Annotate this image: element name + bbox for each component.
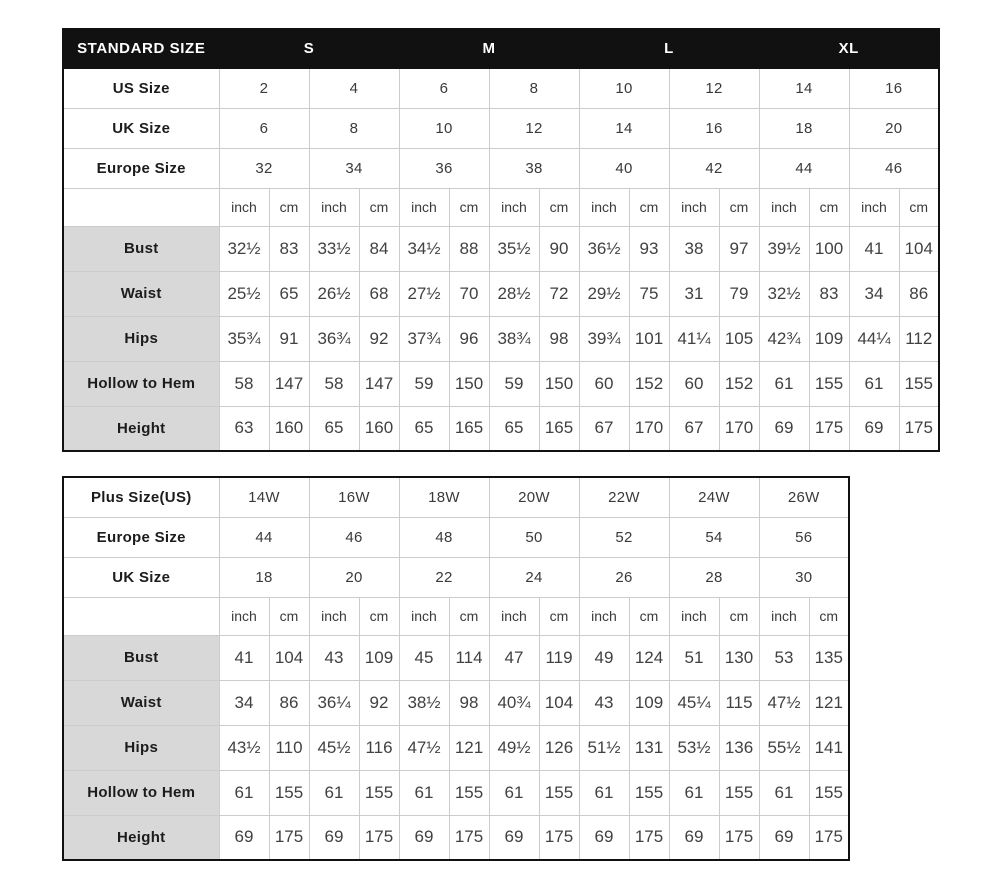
measurement-value: 34 — [849, 271, 899, 316]
measurement-value: 63 — [219, 406, 269, 451]
size-value: 26W — [759, 477, 849, 517]
unit-label: inch — [489, 188, 539, 226]
size-value: 22 — [399, 557, 489, 597]
measurement-value: 53 — [759, 635, 809, 680]
measurement-value: 175 — [719, 815, 759, 860]
measurement-value: 165 — [539, 406, 579, 451]
size-value: 16W — [309, 477, 399, 517]
measurement-value: 150 — [539, 361, 579, 406]
row-label: Europe Size — [63, 517, 219, 557]
measurement-value: 147 — [359, 361, 399, 406]
unit-label: inch — [759, 188, 809, 226]
measurement-value: 42¾ — [759, 316, 809, 361]
size-value: 46 — [849, 148, 939, 188]
size-value: 18 — [759, 108, 849, 148]
measurement-value: 61 — [759, 361, 809, 406]
unit-label: cm — [359, 188, 399, 226]
measurement-value: 47½ — [399, 725, 449, 770]
size-group-header: M — [399, 29, 579, 68]
measurement-value: 155 — [449, 770, 489, 815]
measurement-value: 101 — [629, 316, 669, 361]
measurement-value: 86 — [269, 680, 309, 725]
size-group-header: S — [219, 29, 399, 68]
size-value: 46 — [309, 517, 399, 557]
size-conversion-row — [63, 477, 849, 517]
measurement-value: 160 — [359, 406, 399, 451]
measurement-value: 90 — [539, 226, 579, 271]
measurement-value: 175 — [629, 815, 669, 860]
size-conversion-row — [63, 108, 939, 148]
unit-label: cm — [449, 597, 489, 635]
size-value: 14 — [759, 68, 849, 108]
unit-label: inch — [579, 597, 629, 635]
measurement-value: 119 — [539, 635, 579, 680]
measurement-value: 124 — [629, 635, 669, 680]
measurement-value: 61 — [489, 770, 539, 815]
size-value: 52 — [579, 517, 669, 557]
measurement-label: Hollow to Hem — [63, 770, 219, 815]
measurement-value: 49½ — [489, 725, 539, 770]
measurement-value: 165 — [449, 406, 489, 451]
measurement-value: 47½ — [759, 680, 809, 725]
row-label: UK Size — [63, 108, 219, 148]
measurement-label: Height — [63, 815, 219, 860]
measurement-value: 58 — [309, 361, 359, 406]
measurement-value: 109 — [359, 635, 399, 680]
size-conversion-row — [63, 517, 849, 557]
measurement-row — [63, 725, 849, 770]
size-value: 24W — [669, 477, 759, 517]
measurement-value: 160 — [269, 406, 309, 451]
size-value: 20 — [849, 108, 939, 148]
unit-row-spacer — [63, 188, 219, 226]
measurement-value: 35½ — [489, 226, 539, 271]
measurement-value: 104 — [899, 226, 939, 271]
unit-label: cm — [269, 188, 309, 226]
size-value: 10 — [399, 108, 489, 148]
measurement-value: 61 — [849, 361, 899, 406]
measurement-value: 69 — [219, 815, 269, 860]
unit-label: cm — [359, 597, 399, 635]
size-value: 36 — [399, 148, 489, 188]
size-value: 12 — [489, 108, 579, 148]
measurement-value: 61 — [669, 770, 719, 815]
unit-label: inch — [399, 597, 449, 635]
measurement-value: 175 — [899, 406, 939, 451]
measurement-value: 155 — [809, 770, 849, 815]
size-value: 2 — [219, 68, 309, 108]
measurement-value: 170 — [719, 406, 759, 451]
measurement-value: 38¾ — [489, 316, 539, 361]
measurement-value: 147 — [269, 361, 309, 406]
measurement-value: 58 — [219, 361, 269, 406]
size-value: 8 — [489, 68, 579, 108]
measurement-value: 126 — [539, 725, 579, 770]
row-label: UK Size — [63, 557, 219, 597]
size-value: 22W — [579, 477, 669, 517]
measurement-row — [63, 271, 939, 316]
unit-label: inch — [399, 188, 449, 226]
measurement-value: 155 — [719, 770, 759, 815]
measurement-value: 130 — [719, 635, 759, 680]
size-value: 12 — [669, 68, 759, 108]
measurement-value: 175 — [539, 815, 579, 860]
measurement-value: 41¼ — [669, 316, 719, 361]
measurement-value: 36¼ — [309, 680, 359, 725]
measurement-value: 83 — [809, 271, 849, 316]
measurement-value: 98 — [539, 316, 579, 361]
measurement-value: 88 — [449, 226, 489, 271]
measurement-value: 83 — [269, 226, 309, 271]
measurement-value: 67 — [579, 406, 629, 451]
size-value: 32 — [219, 148, 309, 188]
size-value: 30 — [759, 557, 849, 597]
measurement-value: 92 — [359, 680, 399, 725]
size-value: 14 — [579, 108, 669, 148]
measurement-value: 96 — [449, 316, 489, 361]
measurement-value: 175 — [269, 815, 309, 860]
measurement-row — [63, 316, 939, 361]
measurement-value: 27½ — [399, 271, 449, 316]
measurement-value: 39¾ — [579, 316, 629, 361]
measurement-value: 61 — [759, 770, 809, 815]
measurement-value: 60 — [669, 361, 719, 406]
measurement-row — [63, 770, 849, 815]
measurement-value: 45½ — [309, 725, 359, 770]
size-value: 18W — [399, 477, 489, 517]
measurement-value: 45 — [399, 635, 449, 680]
unit-label: cm — [719, 597, 759, 635]
measurement-value: 68 — [359, 271, 399, 316]
unit-header-row — [63, 188, 939, 226]
size-value: 16 — [849, 68, 939, 108]
size-value: 44 — [759, 148, 849, 188]
measurement-value: 84 — [359, 226, 399, 271]
measurement-value: 170 — [629, 406, 669, 451]
measurement-value: 69 — [759, 815, 809, 860]
row-label: Plus Size(US) — [63, 477, 219, 517]
unit-header-row — [63, 597, 849, 635]
unit-label: cm — [719, 188, 759, 226]
size-value: 20W — [489, 477, 579, 517]
size-value: 16 — [669, 108, 759, 148]
measurement-value: 69 — [849, 406, 899, 451]
size-value: 42 — [669, 148, 759, 188]
unit-label: cm — [269, 597, 309, 635]
measurement-value: 28½ — [489, 271, 539, 316]
measurement-value: 59 — [489, 361, 539, 406]
unit-label: cm — [899, 188, 939, 226]
unit-label: inch — [219, 597, 269, 635]
measurement-value: 47 — [489, 635, 539, 680]
measurement-value: 26½ — [309, 271, 359, 316]
measurement-value: 41 — [849, 226, 899, 271]
unit-label: inch — [759, 597, 809, 635]
measurement-value: 69 — [489, 815, 539, 860]
measurement-value: 61 — [219, 770, 269, 815]
size-value: 40 — [579, 148, 669, 188]
size-group-header: XL — [759, 29, 939, 68]
unit-label: cm — [629, 597, 669, 635]
measurement-value: 65 — [489, 406, 539, 451]
measurement-value: 51 — [669, 635, 719, 680]
measurement-value: 69 — [399, 815, 449, 860]
standard-size-table — [62, 28, 940, 452]
measurement-value: 34½ — [399, 226, 449, 271]
unit-label: cm — [629, 188, 669, 226]
measurement-value: 65 — [399, 406, 449, 451]
unit-label: inch — [669, 188, 719, 226]
size-value: 4 — [309, 68, 399, 108]
measurement-value: 116 — [359, 725, 399, 770]
unit-label: cm — [539, 188, 579, 226]
measurement-value: 40¾ — [489, 680, 539, 725]
measurement-value: 38 — [669, 226, 719, 271]
measurement-value: 97 — [719, 226, 759, 271]
measurement-value: 44¼ — [849, 316, 899, 361]
size-value: 8 — [309, 108, 399, 148]
unit-label: cm — [539, 597, 579, 635]
row-label: Europe Size — [63, 148, 219, 188]
measurement-label: Waist — [63, 680, 219, 725]
unit-label: inch — [849, 188, 899, 226]
measurement-value: 60 — [579, 361, 629, 406]
measurement-value: 155 — [629, 770, 669, 815]
size-value: 44 — [219, 517, 309, 557]
measurement-value: 152 — [719, 361, 759, 406]
row-label: US Size — [63, 68, 219, 108]
measurement-label: Bust — [63, 635, 219, 680]
measurement-value: 39½ — [759, 226, 809, 271]
table-header-row — [63, 29, 939, 68]
unit-label: inch — [489, 597, 539, 635]
measurement-value: 155 — [539, 770, 579, 815]
measurement-value: 43 — [579, 680, 629, 725]
measurement-value: 69 — [669, 815, 719, 860]
plus-size-section — [62, 476, 1000, 861]
measurement-value: 79 — [719, 271, 759, 316]
size-conversion-row — [63, 68, 939, 108]
size-conversion-row — [63, 148, 939, 188]
size-value: 38 — [489, 148, 579, 188]
measurement-value: 61 — [399, 770, 449, 815]
measurement-value: 53½ — [669, 725, 719, 770]
unit-row-spacer — [63, 597, 219, 635]
measurement-value: 175 — [359, 815, 399, 860]
size-value: 28 — [669, 557, 759, 597]
measurement-value: 115 — [719, 680, 759, 725]
measurement-value: 121 — [809, 680, 849, 725]
size-value: 50 — [489, 517, 579, 557]
measurement-row — [63, 226, 939, 271]
measurement-value: 33½ — [309, 226, 359, 271]
size-value: 24 — [489, 557, 579, 597]
measurement-label: Hips — [63, 725, 219, 770]
measurement-value: 121 — [449, 725, 489, 770]
measurement-value: 91 — [269, 316, 309, 361]
measurement-value: 70 — [449, 271, 489, 316]
measurement-value: 29½ — [579, 271, 629, 316]
measurement-value: 59 — [399, 361, 449, 406]
measurement-value: 155 — [899, 361, 939, 406]
measurement-value: 131 — [629, 725, 669, 770]
measurement-row — [63, 815, 849, 860]
unit-label: inch — [309, 597, 359, 635]
measurement-value: 98 — [449, 680, 489, 725]
measurement-value: 104 — [269, 635, 309, 680]
measurement-value: 105 — [719, 316, 759, 361]
measurement-value: 75 — [629, 271, 669, 316]
standard-size-section — [62, 28, 1000, 452]
size-value: 26 — [579, 557, 669, 597]
measurement-value: 31 — [669, 271, 719, 316]
size-value: 56 — [759, 517, 849, 557]
size-value: 6 — [399, 68, 489, 108]
measurement-value: 114 — [449, 635, 489, 680]
measurement-value: 109 — [629, 680, 669, 725]
measurement-value: 65 — [309, 406, 359, 451]
measurement-value: 69 — [579, 815, 629, 860]
measurement-value: 112 — [899, 316, 939, 361]
measurement-value: 175 — [809, 406, 849, 451]
measurement-value: 110 — [269, 725, 309, 770]
measurement-value: 92 — [359, 316, 399, 361]
measurement-value: 43½ — [219, 725, 269, 770]
size-group-header: L — [579, 29, 759, 68]
unit-label: inch — [309, 188, 359, 226]
measurement-label: Hips — [63, 316, 219, 361]
measurement-value: 69 — [759, 406, 809, 451]
measurement-label: Height — [63, 406, 219, 451]
measurement-value: 155 — [359, 770, 399, 815]
measurement-label: Waist — [63, 271, 219, 316]
unit-label: cm — [809, 188, 849, 226]
measurement-value: 32½ — [219, 226, 269, 271]
measurement-value: 32½ — [759, 271, 809, 316]
measurement-value: 72 — [539, 271, 579, 316]
unit-label: inch — [219, 188, 269, 226]
unit-label: cm — [809, 597, 849, 635]
size-value: 48 — [399, 517, 489, 557]
measurement-row — [63, 635, 849, 680]
measurement-value: 67 — [669, 406, 719, 451]
measurement-value: 61 — [579, 770, 629, 815]
size-value: 10 — [579, 68, 669, 108]
measurement-value: 45¼ — [669, 680, 719, 725]
measurement-value: 43 — [309, 635, 359, 680]
table-title: STANDARD SIZE — [63, 29, 219, 68]
measurement-value: 100 — [809, 226, 849, 271]
measurement-value: 150 — [449, 361, 489, 406]
measurement-label: Hollow to Hem — [63, 361, 219, 406]
measurement-value: 86 — [899, 271, 939, 316]
measurement-value: 38½ — [399, 680, 449, 725]
measurement-value: 36¾ — [309, 316, 359, 361]
measurement-value: 175 — [449, 815, 489, 860]
measurement-value: 35¾ — [219, 316, 269, 361]
measurement-value: 51½ — [579, 725, 629, 770]
measurement-value: 69 — [309, 815, 359, 860]
measurement-value: 65 — [269, 271, 309, 316]
size-value: 20 — [309, 557, 399, 597]
measurement-value: 109 — [809, 316, 849, 361]
measurement-value: 155 — [809, 361, 849, 406]
measurement-value: 49 — [579, 635, 629, 680]
measurement-value: 175 — [809, 815, 849, 860]
measurement-value: 152 — [629, 361, 669, 406]
measurement-value: 37¾ — [399, 316, 449, 361]
measurement-value: 36½ — [579, 226, 629, 271]
measurement-value: 25½ — [219, 271, 269, 316]
measurement-row — [63, 361, 939, 406]
measurement-label: Bust — [63, 226, 219, 271]
measurement-value: 41 — [219, 635, 269, 680]
measurement-row — [63, 680, 849, 725]
measurement-value: 141 — [809, 725, 849, 770]
size-conversion-row — [63, 557, 849, 597]
unit-label: inch — [669, 597, 719, 635]
measurement-value: 93 — [629, 226, 669, 271]
size-value: 34 — [309, 148, 399, 188]
size-value: 18 — [219, 557, 309, 597]
measurement-value: 34 — [219, 680, 269, 725]
size-value: 6 — [219, 108, 309, 148]
measurement-value: 55½ — [759, 725, 809, 770]
measurement-value: 155 — [269, 770, 309, 815]
unit-label: inch — [579, 188, 629, 226]
size-value: 14W — [219, 477, 309, 517]
measurement-value: 61 — [309, 770, 359, 815]
measurement-value: 135 — [809, 635, 849, 680]
measurement-value: 104 — [539, 680, 579, 725]
unit-label: cm — [449, 188, 489, 226]
plus-size-table — [62, 476, 850, 861]
measurement-value: 136 — [719, 725, 759, 770]
measurement-row — [63, 406, 939, 451]
size-value: 54 — [669, 517, 759, 557]
